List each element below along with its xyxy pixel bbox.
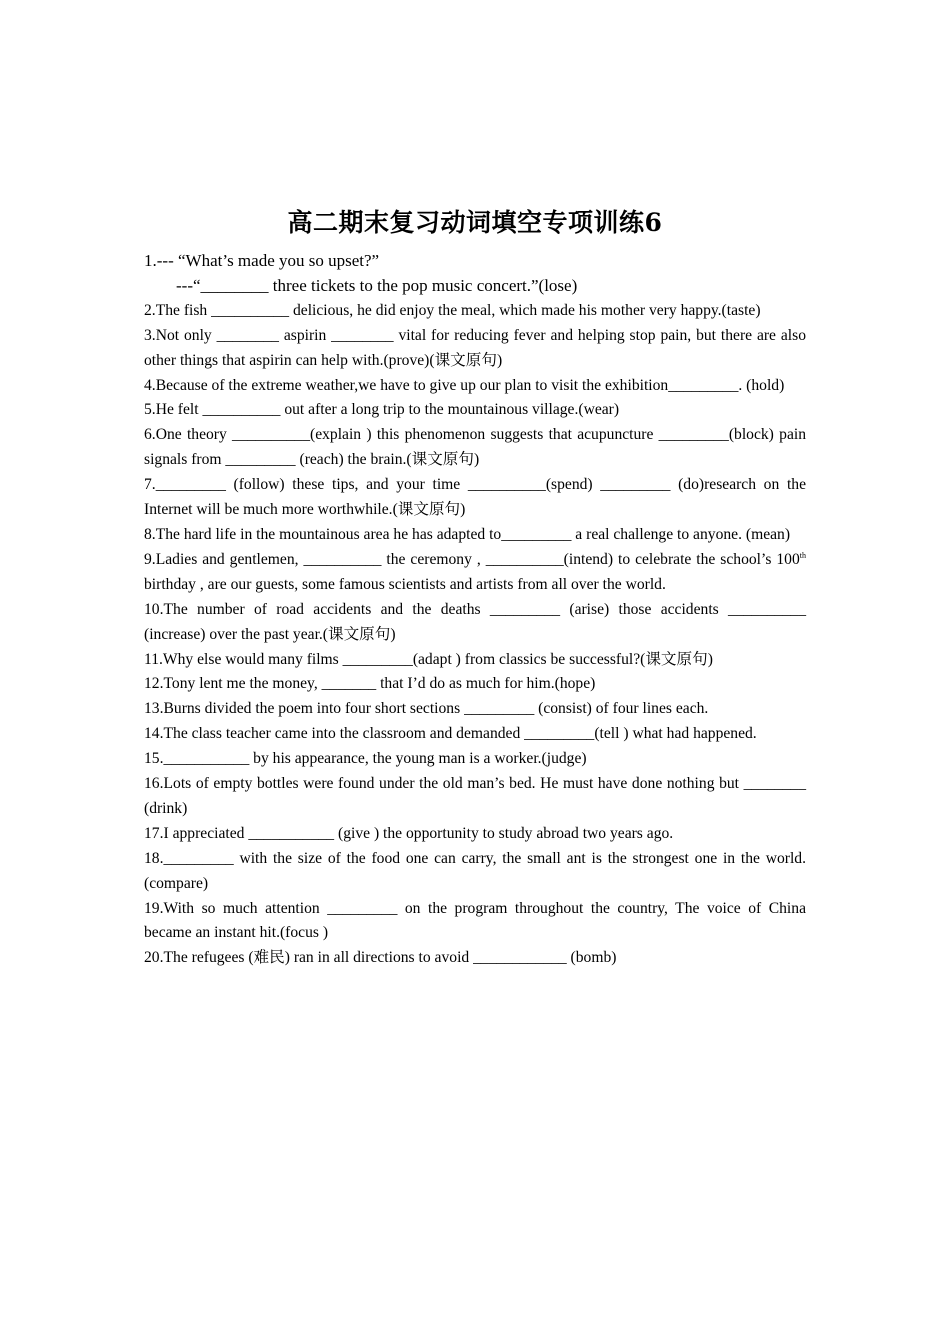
question-list — [144, 249, 806, 971]
question-1-response: ---“________ three tickets to the pop music concert.”(lose) — [176, 275, 578, 295]
question-7: 7._________ (follow) these tips, and your time __________(spend) _________ (do)research on the Internet will be much more worthwhile.(课文原句) — [144, 476, 806, 519]
question-15: 15.___________ by his appearance, the young man is a worker.(judge) — [144, 750, 587, 768]
question-11: 11.Why else would many films _________(adapt ) from classics be successful?(课文原句) — [144, 650, 713, 668]
question-6: 6.One theory __________(explain ) this phenomenon suggests that acupuncture _________(block) pain signals from _________ (reach) the brain.(课文原句) — [144, 426, 806, 469]
question-1-prompt: 1.--- “What’s made you so upset?” — [144, 251, 380, 270]
question-13: 13.Burns divided the poem into four short sections _________ (consist) of four lines each. — [144, 700, 709, 718]
question-12: 12.Tony lent me the money, _______ that I’d do as much for him.(hope) — [144, 675, 596, 693]
question-5: 5.He felt __________ out after a long trip to the mountainous village.(wear) — [144, 401, 620, 419]
question-8: 8.The hard life in the mountainous area he has adapted to_________ a real challenge to anyone. (mean) — [144, 525, 791, 543]
question-9 — [144, 548, 806, 598]
question-9-part-b: birthday , are our guests, some famous scientists and artists from all over the world. — [144, 575, 666, 593]
question-10: 10.The number of road accidents and the deaths _________ (arise) those accidents __________ (increase) over the past year.(课文原句) — [144, 600, 806, 643]
question-18: 18._________ with the size of the food one can carry, the small ant is the strongest one in the world.(compare) — [144, 849, 806, 892]
ordinal-superscript: th — [799, 550, 806, 560]
question-3: 3.Not only ________ aspirin ________ vital for reducing fever and helping stop pain, but there are also other things that aspirin can help with.(prove)(课文原句) — [144, 326, 806, 369]
question-19: 19.With so much attention _________ on the program throughout the country, The voice of China became an instant hit.(focus ) — [144, 899, 806, 942]
question-9-part-a: 9.Ladies and gentlemen, __________ the ceremony , __________(intend) to celebrate the school’s 100 — [144, 550, 800, 568]
question-4: 4.Because of the extreme weather,we have to give up our plan to visit the exhibition_________. (hold) — [144, 376, 785, 394]
page-title: 高二期末复习动词填空专项训练6 — [287, 208, 663, 237]
question-2: 2.The fish __________ delicious, he did enjoy the meal, which made his mother very happy.(taste) — [144, 301, 761, 319]
question-17: 17.I appreciated ___________ (give ) the opportunity to study abroad two years ago. — [144, 824, 674, 842]
question-20: 20.The refugees (难民) ran in all directions to avoid ____________ (bomb) — [144, 949, 617, 967]
question-16: 16.Lots of empty bottles were found under the old man’s bed. He must have done nothing but ________ (drink) — [144, 775, 806, 817]
question-14: 14.The class teacher came into the classroom and demanded _________(tell ) what had happened. — [144, 725, 757, 743]
